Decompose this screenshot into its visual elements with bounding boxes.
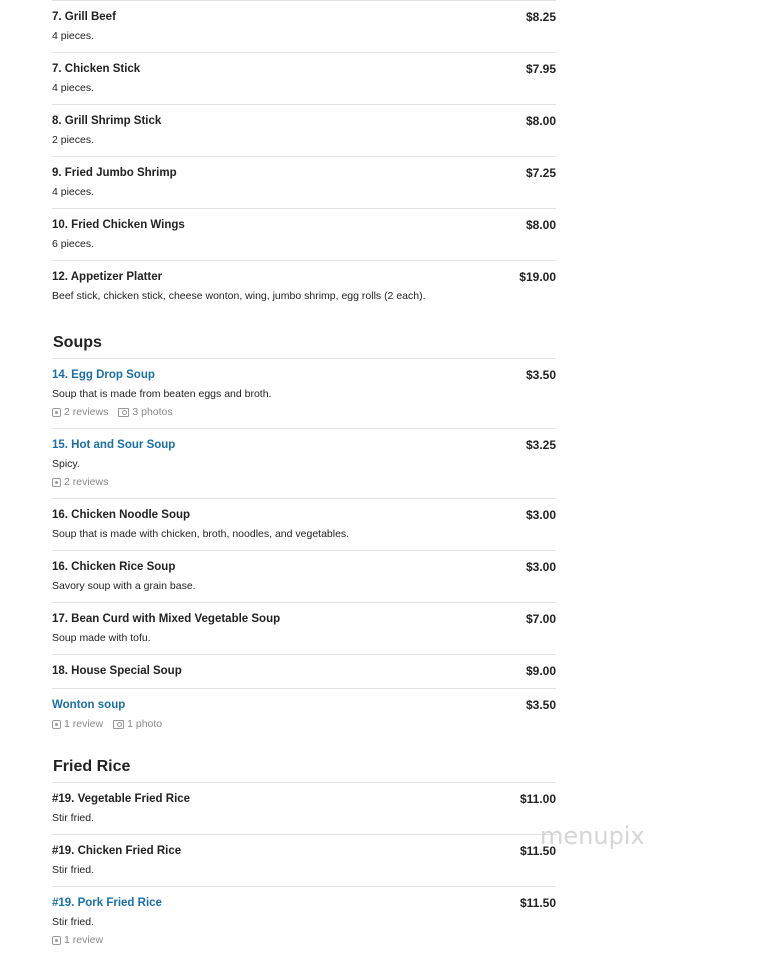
- item-description: 4 pieces.: [52, 82, 95, 94]
- item-price: $3.00: [525, 560, 556, 574]
- section-title-fried-rice: Fried Rice: [53, 758, 131, 775]
- menu-item: [52, 782, 556, 834]
- item-name: 16. Chicken Noodle Soup: [52, 509, 191, 521]
- item-description: 2 pieces.: [52, 134, 95, 146]
- review-icon: [52, 720, 61, 729]
- item-description: 4 pieces.: [52, 30, 95, 42]
- item-price: $3.50: [525, 368, 556, 382]
- item-name: 8. Grill Shrimp Stick: [52, 115, 162, 127]
- reviews-link[interactable]: 1 review: [52, 933, 103, 947]
- menu-item: [52, 654, 556, 688]
- item-name-link[interactable]: 14. Egg Drop Soup: [52, 369, 155, 381]
- menu-list: [52, 0, 556, 956]
- item-price: $3.00: [525, 508, 556, 522]
- menu-item: [52, 834, 556, 886]
- item-name: #19. Vegetable Fried Rice: [52, 793, 191, 805]
- review-icon: [52, 408, 61, 417]
- item-price: $8.00: [525, 218, 556, 232]
- item-price: $8.25: [525, 10, 556, 24]
- item-description: Stir fried.: [52, 864, 95, 876]
- item-name: 12. Appetizer Platter: [52, 271, 163, 283]
- item-description: Soup that is made from beaten eggs and broth.: [52, 388, 272, 400]
- menu-item[interactable]: [52, 688, 556, 740]
- review-icon: [52, 478, 61, 487]
- item-name: 7. Chicken Stick: [52, 63, 141, 75]
- item-description: Soup made with tofu.: [52, 632, 151, 644]
- menu-item: [52, 602, 556, 654]
- item-price: $11.00: [519, 792, 556, 806]
- reviews-link[interactable]: 2 reviews: [52, 475, 108, 489]
- item-price: $8.00: [525, 114, 556, 128]
- item-description: Beef stick, chicken stick, cheese wonton, wing, jumbo shrimp, egg rolls (2 each).: [52, 290, 426, 302]
- item-name: 10. Fried Chicken Wings: [52, 219, 185, 231]
- watermark: menupix: [540, 822, 645, 850]
- item-description: Savory soup with a grain base.: [52, 580, 196, 592]
- item-name: 18. House Special Soup: [52, 665, 182, 677]
- item-description: Stir fried.: [52, 812, 95, 824]
- section-title-soups: Soups: [53, 334, 102, 351]
- item-description: Spicy.: [52, 458, 80, 470]
- menu-item: [52, 0, 556, 52]
- review-icon: [52, 936, 61, 945]
- item-price: $11.50: [519, 896, 556, 910]
- menu-item: [52, 52, 556, 104]
- item-description: 6 pieces.: [52, 238, 95, 250]
- menu-item: [52, 104, 556, 156]
- menu-item: [52, 156, 556, 208]
- item-price: $7.00: [525, 612, 556, 626]
- photos-link[interactable]: 3 photos: [118, 405, 172, 419]
- item-description: Stir fried.: [52, 916, 95, 928]
- item-price: $3.25: [525, 438, 556, 452]
- camera-icon: [113, 720, 124, 729]
- menu-item: [52, 260, 556, 312]
- item-description: 4 pieces.: [52, 186, 95, 198]
- item-price: $19.00: [519, 270, 556, 284]
- item-price: $7.25: [525, 166, 556, 180]
- photos-link[interactable]: 1 photo: [113, 717, 162, 731]
- item-price: $9.00: [525, 664, 556, 678]
- reviews-link[interactable]: 1 review: [52, 717, 103, 731]
- reviews-link[interactable]: 2 reviews: [52, 405, 108, 419]
- menu-item: [52, 208, 556, 260]
- item-name: #19. Chicken Fried Rice: [52, 845, 182, 857]
- item-name: 17. Bean Curd with Mixed Vegetable Soup: [52, 613, 281, 625]
- item-price: $11.50: [519, 844, 556, 858]
- menu-item: [52, 498, 556, 550]
- item-price: $3.50: [525, 698, 556, 712]
- item-name-link[interactable]: Wonton soup: [52, 699, 126, 711]
- item-name: 7. Grill Beef: [52, 11, 116, 23]
- item-name-link[interactable]: 15. Hot and Sour Soup: [52, 439, 176, 451]
- menu-item[interactable]: [52, 428, 556, 498]
- item-price: $7.95: [525, 62, 556, 76]
- menu-item[interactable]: [52, 358, 556, 428]
- menu-item[interactable]: [52, 886, 556, 956]
- menu-item: [52, 550, 556, 602]
- item-description: Soup that is made with chicken, broth, noodles, and vegetables.: [52, 528, 350, 540]
- item-name-link[interactable]: #19. Pork Fried Rice: [52, 897, 162, 909]
- item-name: 16. Chicken Rice Soup: [52, 561, 176, 573]
- camera-icon: [118, 408, 129, 417]
- item-name: 9. Fried Jumbo Shrimp: [52, 167, 177, 179]
